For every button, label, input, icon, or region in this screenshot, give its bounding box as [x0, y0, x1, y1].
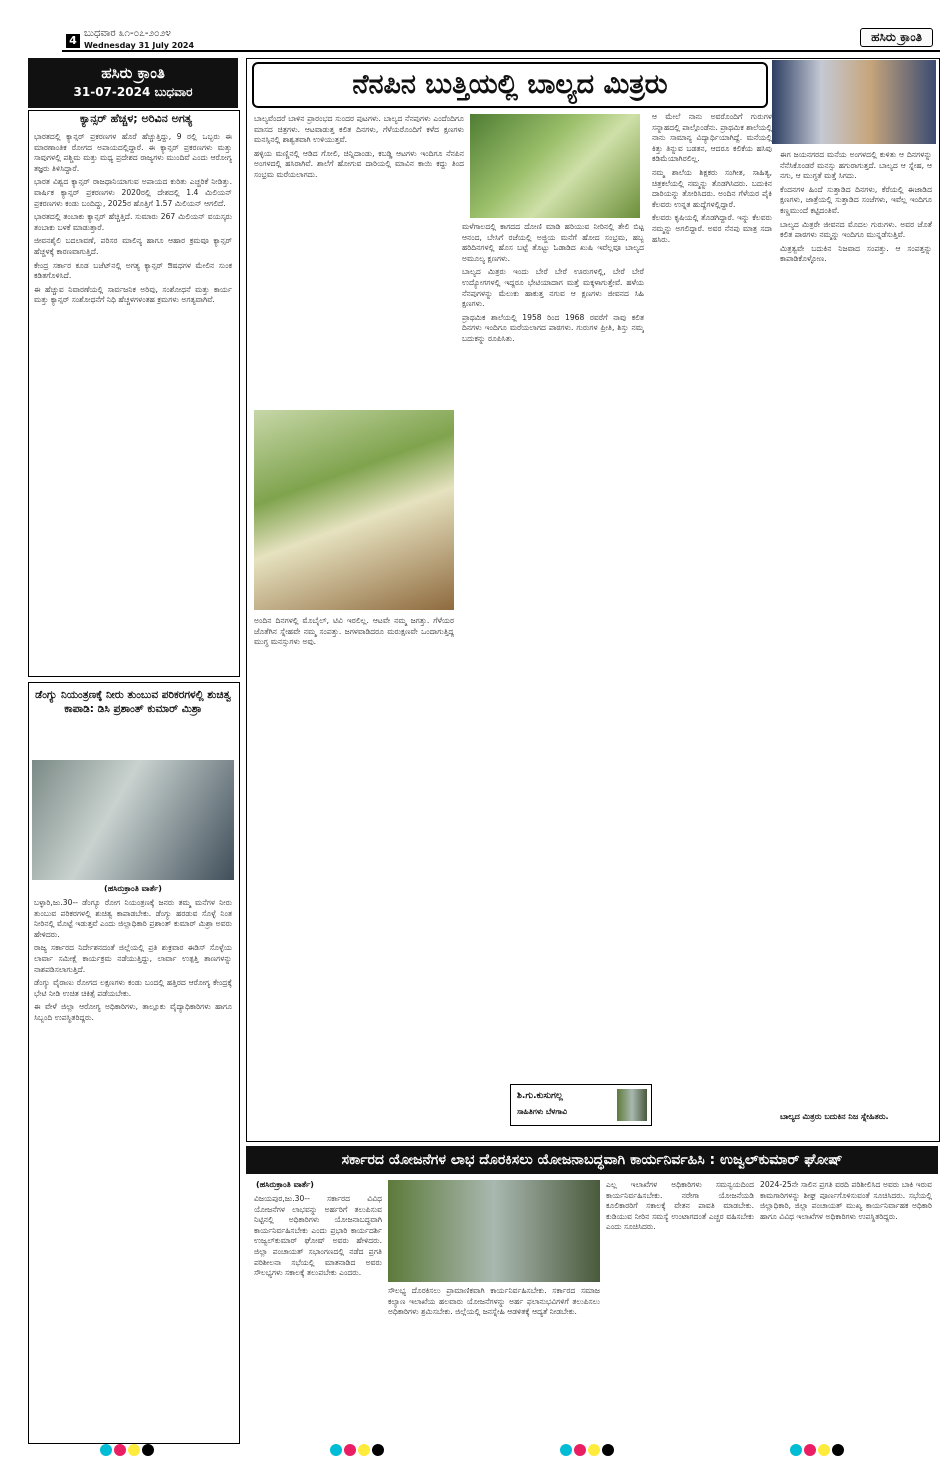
editorial-paragraph: ಭಾರತದಲ್ಲಿ ಕ್ಯಾನ್ಸರ್ ಪ್ರಕರಣಗಳ ಹೊರೆ ಹೆಚ್ಚುತ್ತಿದ್ದು, 9 ರಲ್ಲಿ ಒಬ್ಬರು ಈ ಮಾರಣಾಂತಿಕ ರೋಗದ ಅಪಾಯದಲ್ಲಿದ್ದಾರೆ. ಈ ಕ್ಯಾನ್ಸರ್ ಪ್ರಕರಣಗಳು ಮತ್ತು ಸಾವುಗಳಲ್ಲಿ ಪಶ್ಚಿಮ ಮತ್ತು ಮಧ್ಯ ಪ್ರದೇಶದ ರಾಜ್ಯಗಳು ಮುಂದಿವೆ ಎಂದು ಆರೋಗ್ಯ ತಜ್ಞರು ತಿಳಿಸಿದ್ದಾರೆ.: [34, 132, 232, 173]
editorial-paragraph: ಕೇಂದ್ರ ಸರ್ಕಾರ ಕೂಡ ಬಜೆಟ್‌ನಲ್ಲಿ ಅಗತ್ಯ ಕ್ಯಾನ್ಸರ್ ಔಷಧಗಳ ಮೇಲಿನ ಸುಂಕ ಕಡಿತಗೊಳಿಸಿದೆ.: [34, 260, 232, 281]
feature-paragraph: ಕೆಲವರು ಕೃಷಿಯಲ್ಲಿ ತೊಡಗಿದ್ದಾರೆ. ಇನ್ನು ಕೆಲವರು ನಮ್ಮನ್ನು ಅಗಲಿದ್ದಾರೆ. ಅವರ ನೆನಪು ಮಾತ್ರ ಸದಾ ಹಸಿರು.: [652, 213, 772, 244]
dengue-paragraph: ಬಳ್ಳಾರಿ,ಜು.30-- ಡೆಂಗ್ಯೂ ರೋಗ ನಿಯಂತ್ರಣಕ್ಕೆ ಜನರು ತಮ್ಮ ಮನೆಗಳ ನೀರು ತುಂಬುವ ಪರಿಕರಗಳಲ್ಲಿ ಶುಚಿತ್ವ ಕಾಪಾಡಬೇಕು. ಡೆಂಗ್ಯು ಹರಡುವ ಸೊಳ್ಳೆ ನಿಂತ ನೀರಿನಲ್ಲಿ ಮೊಟ್ಟೆ ಇಡುತ್ತವೆ ಎಂದು ಜಿಲ್ಲಾಧಿಕಾರಿ ಪ್ರಶಾಂತ್ ಕುಮಾರ್ ಮಿಶ್ರಾ ಅವರು ಹೇಳಿದರು.: [34, 898, 232, 939]
editorial-paragraph: ಜೀವನಶೈಲಿ ಬದಲಾವಣೆ, ಪರಿಸರ ಮಾಲಿನ್ಯ ಹಾಗೂ ಆಹಾರ ಕ್ರಮವೂ ಕ್ಯಾನ್ಸರ್ ಹೆಚ್ಚಳಕ್ಕೆ ಕಾರಣವಾಗುತ್ತಿದೆ.: [34, 236, 232, 256]
feature-col1-bottom: [254, 616, 454, 1131]
date-line-english: Wednesday 31 July 2024: [84, 41, 195, 50]
header-brand: ಹಸಿರು ಕ್ರಾಂತಿ: [860, 28, 933, 47]
scheme-photo: [388, 1180, 600, 1282]
dengue-headline: ಡೆಂಗ್ಯು ನಿಯಂತ್ರಣಕ್ಕೆ ನೀರು ತುಂಬುವ ಪರಿಕರಗಳಲ್ಲಿ ಶುಚಿತ್ವ ಕಾಪಾಡಿ: ಡಿಸಿ ಪ್ರಶಾಂತ್ ಕುಮಾರ್ ಮಿಶ್ರಾ: [35, 689, 231, 715]
header-date: [84, 28, 244, 52]
author-title: ಸಾಹಿತಿಗಳು ಬೆಳಗಾವಿ: [517, 1107, 567, 1116]
scheme-source: (ಹಸಿರುಕ್ರಾಂತಿ ವಾರ್ತೆ): [256, 1180, 314, 1189]
registration-marks: [560, 1444, 614, 1456]
date-line-kannada: ಬುಧವಾರ ೩೧-೦೭-೨೦೨೪: [84, 28, 171, 39]
masthead-date: 31-07-2024 ಬುಧವಾರ: [73, 85, 193, 99]
feature-closing-quote: ಬಾಲ್ಯದ ಮಿತ್ರರು ಬದುಕಿನ ನಿಜ ಸ್ನೇಹಿತರು.: [780, 1112, 889, 1121]
feature-paragraph: ಆ ಮೇಲೆ ನಾನು ಅವರೊಂದಿಗೆ ಗುರುಗಳ ಸನ್ನಾಹದಲ್ಲಿ ಪಾಲ್ಗೊಂಡೆನು. ಪ್ರಾಥಮಿಕ ಶಾಲೆಯಲ್ಲಿ ನಾನು ಸಾಮಾನ್ಯ ವಿದ್ಯಾರ್ಥಿಯಾಗಿದ್ದೆ. ಮನೆಯಲ್ಲಿ ಕಿತ್ತು ತಿನ್ನುವ ಬಡತನ, ಆದರೂ ಕಲಿಕೆಯ ಹಸಿವು ಕಡಿಮೆಯಾಗಿರಲಿಲ್ಲ.: [652, 112, 772, 164]
feature-paragraph: ಮಿತ್ರತ್ವವೇ ಬದುಕಿನ ನಿಜವಾದ ಸಂಪತ್ತು. ಆ ಸಂಪತ್ತನ್ನು ಕಾಪಾಡಿಕೊಳ್ಳೋಣ.: [780, 243, 932, 264]
registration-marks: [330, 1444, 384, 1456]
feature-kids-photo: [772, 60, 936, 144]
author-photo: [617, 1089, 647, 1121]
feature-paragraph: ಬಾಲ್ಯದ ಮಿತ್ರರೇ ಜೀವನದ ಮೊದಲ ಗುರುಗಳು. ಅವರ ಜೊತೆ ಕಲಿತ ಪಾಠಗಳು ನಮ್ಮನ್ನು ಇಂದಿಗೂ ಮುನ್ನಡೆಸುತ್ತಿವೆ.: [780, 219, 932, 240]
editorial-paragraph: ಈ ಹೆಚ್ಚುವ ನಿವಾರಣೆಯಲ್ಲಿ ಸಾರ್ವಜನಿಕ ಅರಿವು, ಸಂಶೋಧನೆ ಮತ್ತು ಕಾರ್ಯ ಮತ್ತು ಕ್ಯಾನ್ಸರ್ ಸಂಶೋಧನೆಗೆ ನಿಧಿ ಹೆಚ್ಚಳಗಳಂತಹ ಕ್ರಮಗಳು ಅಗತ್ಯವಾಗಿವೆ.: [34, 284, 232, 305]
feature-tree-kids-photo: [254, 410, 454, 610]
feature-paragraph: ಬಾಲ್ಯದ ಮಿತ್ರರು ಇಂದು ಬೇರೆ ಬೇರೆ ಊರುಗಳಲ್ಲಿ, ಬೇರೆ ಬೇರೆ ಉದ್ಯೋಗಗಳಲ್ಲಿ ಇದ್ದರೂ ಭೇಟಿಯಾದಾಗ ಮತ್ತೆ ಮಕ್ಕಳಾಗುತ್ತೇವೆ. ಹಳೆಯ ನೆನಪುಗಳನ್ನು ಮೆಲುಕು ಹಾಕುತ್ತ ನಗುವ ಆ ಕ್ಷಣಗಳು ಜೀವನದ ಸಿಹಿ ಕ್ಷಣಗಳು.: [462, 267, 644, 309]
dengue-body: [34, 898, 232, 1438]
scheme-col3: ಎಲ್ಲ ಇಲಾಖೆಗಳ ಅಧಿಕಾರಿಗಳು ಸಮನ್ವಯದಿಂದ ಕಾರ್ಯನಿರ್ವಹಿಸಬೇಕು. ನರೇಗಾ ಯೋಜನೆಯಡಿ ಕೂಲಿಕಾರರಿಗೆ ಸಕಾಲಕ್ಕೆ ವೇತನ ಪಾವತಿ ಮಾಡಬೇಕು. ಕುಡಿಯುವ ನೀರಿನ ಸಮಸ್ಯೆ ಉಂಟಾಗದಂತೆ ಎಚ್ಚರ ವಹಿಸಬೇಕು ಎಂದು ಸೂಚಿಸಿದರು.: [606, 1180, 754, 1232]
feature-col2: [462, 222, 644, 1132]
feature-paragraph: ಬಾಲ್ಯವೆಂದರೆ ಬಾಳಿನ ಪ್ರಾರಂಭದ ಸುಂದರ ಪುಟಗಳು. ಬಾಲ್ಯದ ನೆನಪುಗಳು ಎಂದೆಂದಿಗೂ ಮಾಸದ ಚಿತ್ರಗಳು. ಆಟವಾಡುತ್ತ ಕಲಿತ ದಿನಗಳು, ಗೆಳೆಯರೊಂದಿಗೆ ಕಳೆದ ಕ್ಷಣಗಳು ಮನಸ್ಸಿನಲ್ಲಿ ಶಾಶ್ವತವಾಗಿ ಉಳಿಯುತ್ತವೆ.: [254, 114, 464, 145]
editorial-paragraph: ಭಾರತದಲ್ಲಿ ತಂಬಾಕು ಕ್ಯಾನ್ಸರ್ ಹೆಚ್ಚಿತ್ತಿದೆ. ಸುಮಾರು 267 ಮಿಲಿಯನ್ ವಯಸ್ಕರು ತಂಬಾಕು ಬಳಕೆ ಮಾಡುತ್ತಾರೆ.: [34, 212, 232, 232]
feature-paragraph: ಪ್ರಾಥಮಿಕ ಶಾಲೆಯಲ್ಲಿ 1958 ರಿಂದ 1968 ರವರೆಗೆ ನಾವು ಕಲಿತ ದಿನಗಳು ಇಂದಿಗೂ ಮರೆಯಲಾಗದ ಪಾಠಗಳು. ಗುರುಗಳ ಪ್ರೀತಿ, ಶಿಸ್ತು ನಮ್ಮ ಬದುಕನ್ನು ರೂಪಿಸಿತು.: [462, 312, 644, 343]
feature-paragraph: ಅಂದಿನ ದಿನಗಳಲ್ಲಿ ಮೊಬೈಲ್, ಟಿವಿ ಇರಲಿಲ್ಲ. ಆಟವೇ ನಮ್ಮ ಜಗತ್ತು. ಗೆಳೆಯರ ಜೊತೆಗಿನ ಸ್ನೇಹವೇ ನಮ್ಮ ಸಂಪತ್ತು. ಜಗಳವಾಡಿದರೂ ಮರುಕ್ಷಣವೇ ಒಂದಾಗುತ್ತಿದ್ದ ಮುಗ್ಧ ಮನಸ್ಸುಗಳು ಅವು.: [254, 616, 454, 647]
feature-paragraph: ಈಗ ಜಯನಗರದ ಮನೆಯ ಅಂಗಳದಲ್ಲಿ ಕುಳಿತು ಆ ದಿನಗಳನ್ನು ನೆನೆಸಿಕೊಂಡರೆ ಮನಸ್ಸು ಹಗುರಾಗುತ್ತದೆ. ಬಾಲ್ಯದ ಆ ಸ್ನೇಹ, ಆ ನಗು, ಆ ಮುಗ್ಧತೆ ಮತ್ತೆ ಸಿಗದು.: [780, 150, 932, 181]
feature-paragraph: ನಮ್ಮ ಶಾಲೆಯ ಶಿಕ್ಷಕರು ಸಂಗೀತ, ಸಾಹಿತ್ಯ, ಚಿತ್ರಕಲೆಯಲ್ಲಿ ನಮ್ಮನ್ನು ತೊಡಗಿಸಿದರು. ಬದುಕಿನ ದಾರಿಯನ್ನು ತೋರಿಸಿದರು. ಅಂದಿನ ಗೆಳೆಯರ ಪೈಕಿ ಕೆಲವರು ಉನ್ನತ ಹುದ್ದೆಗಳಲ್ಲಿದ್ದಾರೆ.: [652, 167, 772, 209]
feature-col3: [652, 112, 772, 1132]
dengue-paragraph: ರಾಜ್ಯ ಸರ್ಕಾರದ ನಿರ್ದೇಶನದಂತೆ ಜಿಲ್ಲೆಯಲ್ಲಿ ಪ್ರತಿ ಶುಕ್ರವಾರ ಈಡಿಸ್ ಸೊಳ್ಳೆಯ ಲಾರ್ವಾ ಸಮೀಕ್ಷೆ ಕಾರ್ಯಕ್ರಮ ನಡೆಯುತ್ತಿದ್ದು, ಲಾರ್ವಾ ಉತ್ಪತ್ತಿ ತಾಣಗಳನ್ನು ನಾಶಪಡಿಸಲಾಗುತ್ತಿದೆ.: [34, 943, 232, 974]
dengue-paragraph: ಡೆಂಗ್ಯು ವೈರಾಣು ರೋಗದ ಲಕ್ಷಣಗಳು ಕಂಡು ಬಂದಲ್ಲಿ ಹತ್ತಿರದ ಆರೋಗ್ಯ ಕೇಂದ್ರಕ್ಕೆ ಭೇಟಿ ನೀಡಿ ಉಚಿತ ಚಿಕಿತ್ಸೆ ಪಡೆಯಬೇಕು.: [34, 978, 232, 998]
editorial-headline: ಕ್ಯಾನ್ಸರ್ ಹೆಚ್ಚಳ; ಅರಿವಿನ ಅಗತ್ಯ: [79, 112, 193, 125]
feature-paragraph: ಮಳೆಗಾಲದಲ್ಲಿ ಕಾಗದದ ದೋಣಿ ಮಾಡಿ ಹರಿಯುವ ನೀರಿನಲ್ಲಿ ತೇಲಿ ಬಿಟ್ಟ ಆನಂದ, ಬೇಸಿಗೆ ರಜೆಯಲ್ಲಿ ಅಜ್ಜಿಯ ಮನೆಗೆ ಹೋದ ಸಂಭ್ರಮ, ಹಬ್ಬ ಹರಿದಿನಗಳಲ್ಲಿ ಹೊಸ ಬಟ್ಟೆ ತೊಟ್ಟು ಓಡಾಡಿದ ಖುಷಿ ಇವೆಲ್ಲವೂ ಬಾಲ್ಯದ ಅಮೂಲ್ಯ ಕ್ಷಣಗಳು.: [462, 222, 644, 263]
editorial-paragraph: ಭಾರತ ವಿಶ್ವದ ಕ್ಯಾನ್ಸರ್ ರಾಜಧಾನಿಯಾಗುವ ಅಪಾಯದ ಕುರಿತು ಎಚ್ಚರಿಕೆ ನೀಡಿತ್ತು. ವಾರ್ಷಿಕ ಕ್ಯಾನ್ಸರ್ ಪ್ರಕರಣಗಳು 2020ರಲ್ಲಿ ದೇಶದಲ್ಲಿ 1.4 ಮಿಲಿಯನ್ ಪ್ರಕರಣಗಳು ಕಂಡು ಬಂದಿದ್ದು, 2025ರ ಹೊತ್ತಿಗೆ 1.57 ಮಿಲಿಯನ್ ಆಗಲಿದೆ.: [34, 177, 232, 208]
feature-paragraph: ಹಳ್ಳಿಯ ಮಣ್ಣಿನಲ್ಲಿ ಆಡಿದ ಗೋಲಿ, ಚಿನ್ನಿದಾಂಡು, ಕಬಡ್ಡಿ ಆಟಗಳು ಇಂದಿಗೂ ನೆನಪಿನ ಅಂಗಳದಲ್ಲಿ ಹಸಿರಾಗಿವೆ. ಶಾಲೆಗೆ ಹೋಗುವ ದಾರಿಯಲ್ಲಿ ಮಾವಿನ ಕಾಯಿ ಕದ್ದು ತಿಂದ ಸಂಭ್ರಮ ಮರೆಯಲಾಗದು.: [254, 148, 464, 179]
registration-marks: [100, 1444, 154, 1456]
dengue-source: (ಹಸಿರುಕ್ರಾಂತಿ ವಾರ್ತೆ): [104, 884, 162, 893]
scheme-headline: ಸರ್ಕಾರದ ಯೋಜನೆಗಳ ಲಾಭ ದೊರಕಿಸಲು ಯೋಜನಾಬದ್ಧವಾಗಿ ಕಾರ್ಯನಿರ್ವಹಿಸಿ : ಉಜ್ವಲ್‌ಕುಮಾರ್ ಘೋಷ್: [246, 1146, 938, 1174]
scheme-col2: ಸೌಲಭ್ಯ ದೊರಕಿಸಲು ಪ್ರಾಮಾಣಿಕವಾಗಿ ಕಾರ್ಯನಿರ್ವಹಿಸಬೇಕು. ಸರ್ಕಾರದ ಸಮಾಜ ಕಲ್ಯಾಣ ಇಲಾಖೆಯ ಹಲವಾರು ಯೋಜನೆಗಳನ್ನು ಅರ್ಹ ಫಲಾನುಭವಿಗಳಿಗೆ ತಲುಪಿಸಲು ಅಧಿಕಾರಿಗಳು ಶ್ರಮಿಸಬೇಕು. ಜಿಲ್ಲೆಯಲ್ಲಿ ಜನಸ್ನೇಹಿ ಆಡಳಿತಕ್ಕೆ ಆದ್ಯತೆ ನೀಡಬೇಕು.: [388, 1286, 600, 1317]
header-rule: [62, 50, 940, 52]
author-name: ಶಿ.ಗು.ಕುಸುಗಲ್ಲ: [517, 1091, 563, 1101]
feature-col4: [780, 150, 932, 1110]
feature-col1-top: [254, 114, 464, 404]
masthead: [28, 58, 238, 108]
feature-paragraph: ಕೆಂದನಗಳ ಹಿಂದೆ ಸುತ್ತಾಡಿದ ದಿನಗಳು, ಕೆರೆಯಲ್ಲಿ ಈಜಾಡಿದ ಕ್ಷಣಗಳು, ಜಾತ್ರೆಯಲ್ಲಿ ಸುತ್ತಾಡಿದ ಸಂಜೆಗಳು, ಇವೆಲ್ಲ ಇಂದಿಗೂ ಕಣ್ಣಮುಂದೆ ಕಟ್ಟಿದಂತಿವೆ.: [780, 184, 932, 215]
scheme-col1: ವಿಜಯಪುರ,ಜು.30-- ಸರ್ಕಾರದ ವಿವಿಧ ಯೋಜನೆಗಳ ಲಾಭವನ್ನು ಅರ್ಹರಿಗೆ ತಲುಪಿಸುವ ನಿಟ್ಟಿನಲ್ಲಿ ಅಧಿಕಾರಿಗಳು ಯೋಜನಾಬದ್ಧವಾಗಿ ಕಾರ್ಯನಿರ್ವಹಿಸಬೇಕು ಎಂದು ಪ್ರಭಾರಿ ಕಾರ್ಯದರ್ಶಿ ಉಜ್ವಲ್‌ಕುಮಾರ್ ಘೋಷ್ ಅವರು ಹೇಳಿದರು. ಜಿಲ್ಲಾ ಪಂಚಾಯತ್ ಸಭಾಂಗಣದಲ್ಲಿ ನಡೆದ ಪ್ರಗತಿ ಪರಿಶೀಲನಾ ಸಭೆಯಲ್ಲಿ ಮಾತನಾಡಿದ ಅವರು ಸೌಲಭ್ಯಗಳು ಸಕಾಲಕ್ಕೆ ತಲುಪಬೇಕು ಎಂದರು.: [254, 1194, 382, 1278]
scheme-col4: 2024-25ನೇ ಸಾಲಿನ ಪ್ರಗತಿ ವರದಿ ಪರಿಶೀಲಿಸಿದ ಅವರು ಬಾಕಿ ಇರುವ ಕಾಮಗಾರಿಗಳನ್ನು ಶೀಘ್ರ ಪೂರ್ಣಗೊಳಿಸುವಂತೆ ಸೂಚಿಸಿದರು. ಸಭೆಯಲ್ಲಿ ಜಿಲ್ಲಾಧಿಕಾರಿ, ಜಿಲ್ಲಾ ಪಂಚಾಯತ್ ಮುಖ್ಯ ಕಾರ್ಯನಿರ್ವಾಹಕ ಅಧಿಕಾರಿ ಹಾಗೂ ವಿವಿಧ ಇಲಾಖೆಗಳ ಅಧಿಕಾರಿಗಳು ಉಪಸ್ಥಿತರಿದ್ದರು.: [760, 1180, 932, 1221]
author-signature: [510, 1084, 652, 1126]
registration-marks: [790, 1444, 844, 1456]
dengue-photo: [32, 760, 234, 880]
feature-headline: ನೆನಪಿನ ಬುತ್ತಿಯಲ್ಲಿ ಬಾಲ್ಯದ ಮಿತ್ರರು: [252, 62, 768, 108]
dengue-paragraph: ಈ ವೇಳೆ ಜಿಲ್ಲಾ ಆರೋಗ್ಯ ಅಧಿಕಾರಿಗಳು, ತಾಲ್ಲೂಕು ವೈದ್ಯಾಧಿಕಾರಿಗಳು ಹಾಗೂ ಸಿಬ್ಬಂದಿ ಉಪಸ್ಥಿತರಿದ್ದರು.: [34, 1002, 232, 1022]
feature-running-kids-photo: [470, 114, 640, 218]
page-number: 4: [66, 34, 80, 48]
editorial-body: [34, 132, 232, 672]
masthead-name: ಹಸಿರು ಕ್ರಾಂತಿ: [101, 64, 165, 82]
